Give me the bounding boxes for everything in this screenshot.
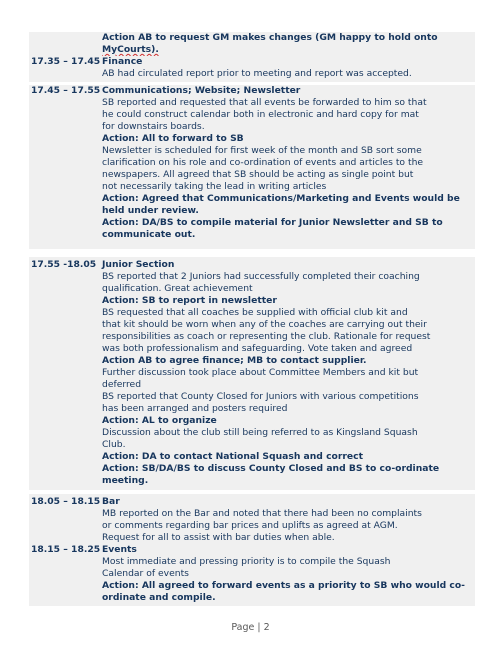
item-body — [102, 56, 472, 80]
body-line: Request for all to assist with bar duties when able. — [102, 532, 335, 543]
action-line: Action: DA/BS to compile material for Junior Newsletter and SB to — [102, 217, 443, 228]
body-line: AB had circulated report prior to meeting and report was accepted. — [102, 68, 412, 79]
body-line: BS reported that 2 Juniors had successfully completed their coaching — [102, 271, 420, 282]
body-line: Most immediate and pressing priority is to compile the Squash — [102, 556, 391, 567]
item-body — [102, 544, 472, 604]
body-line: responsibilities as coach or representing the club. Rationale for request — [102, 331, 431, 342]
body-line: deferred — [102, 379, 142, 390]
agenda-item-junior-section — [29, 257, 475, 490]
action-line: Action: AL to organize — [102, 415, 217, 426]
body-line: Discussion about the club still being referred to as Kingsland Squash — [102, 427, 418, 438]
body-line: not necessarily taking the lead in writing articles — [102, 181, 327, 192]
item-time: 17.55 -18.05 — [31, 259, 97, 270]
action-line: Action: SB to report in newsletter — [102, 295, 277, 306]
body-line: qualification. Great achievement — [102, 283, 253, 294]
item-title: Bar — [102, 496, 120, 507]
item-body — [102, 85, 472, 241]
body-line: Calendar of events — [102, 568, 189, 579]
body-line: SB reported and requested that all events be forwarded to him so that — [102, 97, 427, 108]
action-line: Action AB to request GM makes changes (GM happy to hold onto — [102, 32, 438, 43]
agenda-item-communications — [29, 85, 475, 249]
body-line: clarification on his role and co-ordination of events and articles to the — [102, 157, 424, 168]
body-line: has been arranged and posters required — [102, 403, 288, 414]
body-line: Club. — [102, 439, 126, 450]
agenda-item-carryover — [29, 32, 475, 56]
action-line — [102, 44, 472, 56]
action-line: meeting. — [102, 475, 149, 486]
action-line: Action AB to agree finance; MB to contact supplier. — [102, 355, 367, 366]
action-line: Action: All agreed to forward events as a priority to SB who would co- — [102, 580, 465, 591]
item-title: Events — [102, 544, 137, 555]
page-number: Page | 2 — [231, 622, 270, 633]
action-line: ordinate and compile. — [102, 592, 216, 603]
action-line: Action: DA to contact National Squash and correct — [102, 451, 363, 462]
item-title: Finance — [102, 56, 143, 67]
body-line: for downstairs boards. — [102, 121, 205, 132]
body-line: Further discussion took place about Committee Members and kit but — [102, 367, 419, 378]
item-title: Junior Section — [102, 259, 175, 270]
action-line: communicate out. — [102, 229, 196, 240]
body-line: Newsletter is scheduled for first week of the month and SB sort some — [102, 145, 422, 156]
body-line: was both professionalism and safeguarding. Vote taken and agreed — [102, 343, 413, 354]
item-body — [102, 259, 472, 487]
body-line: newspapers. All agreed that SB should be acting as single point but — [102, 169, 414, 180]
item-time: 18.15 – 18.25 — [31, 544, 101, 555]
item-body — [102, 496, 472, 544]
body-line: he could construct calendar both in electronic and hard copy for mat — [102, 109, 419, 120]
agenda-item-events — [29, 544, 475, 606]
item-body — [102, 32, 472, 56]
action-line: Action: All to forward to SB — [102, 133, 244, 144]
body-line: or comments regarding bar prices and uplifts as agreed at AGM. — [102, 520, 398, 531]
item-title: Communications; Website; Newsletter — [102, 85, 301, 96]
action-line: held under review. — [102, 205, 199, 216]
agenda-item-finance — [29, 56, 475, 82]
mycourts-word: MyCourts). — [102, 44, 159, 55]
body-line: MB reported on the Bar and noted that there had been no complaints — [102, 508, 422, 519]
body-line: BS requested that all coaches be supplied with official club kit and — [102, 307, 408, 318]
action-line: Action: SB/DA/BS to discuss County Closed and BS to co-ordinate — [102, 463, 440, 474]
action-line: Action: Agreed that Communications/Marketing and Events would be — [102, 193, 460, 204]
body-line: BS reported that County Closed for Juniors with various competitions — [102, 391, 419, 402]
item-time: 18.05 – 18.15 — [31, 496, 101, 507]
item-time: 17.45 – 17.55 — [31, 85, 101, 96]
item-time: 17.35 – 17.45 — [31, 56, 101, 67]
body-line: that kit should be worn when any of the coaches are carrying out their — [102, 319, 427, 330]
agenda-item-bar — [29, 494, 475, 544]
